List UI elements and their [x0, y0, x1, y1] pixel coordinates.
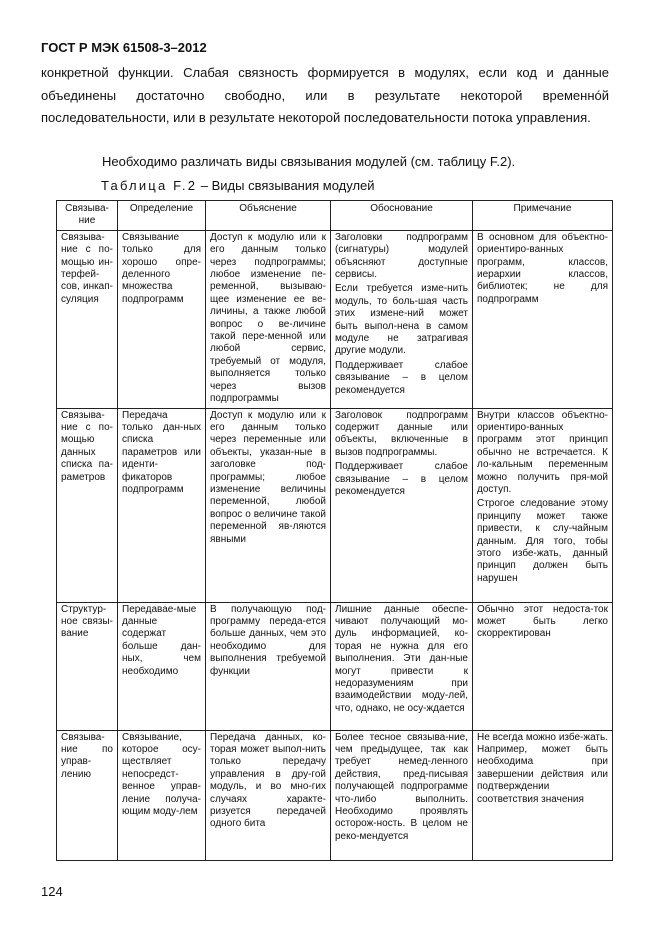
table-row	[57, 408, 613, 602]
cell-note: Не всегда можно избе-жать. Например, может быть необходима при завершении действия или подтверждении соответствия значения	[473, 730, 613, 860]
table-row	[57, 730, 613, 860]
table-caption-dash: –	[197, 178, 212, 193]
coupling-types-table	[56, 200, 613, 861]
table-row	[57, 602, 613, 730]
rationale-line: Лишние данные обеспе-чивают получающий мо-дуль информацией, ко-торая не нужна для его выполнения. Эти дан-ные могут привести к недоразумениям при взаимодействии моду-лей, что, однако, не осу-ждается	[335, 603, 468, 714]
cell-rationale	[331, 230, 473, 408]
rationale-line: Более тесное связыва-ние, чем предыдущее, так как требует немед-ленного действия, пред-писывая получающей подпрограмме что-либо выполнить. Необходимо проявлять осторож-ность. В целом не реко-мендуется	[335, 731, 468, 842]
table-caption-title: Виды связывания модулей	[211, 178, 375, 193]
cell-explanation: Доступ к модулю или к его данным только через переменные или объекты, указан-ные в заголовке под-программы; любое изменение величины переменной, любой вопрос о величине такой переменной яв-ляются явными	[206, 408, 331, 602]
table-header-row	[57, 201, 613, 231]
cell-definition: Передача только дан-ных списка параметров или иденти-фикаторов подпрограмм	[118, 408, 206, 602]
note-line: Внутри классов объектно-ориентиро-ванных программ этот принцип обычно не встречается. К ло-кальным переменным можно получить пря-мой доступ.	[477, 409, 608, 495]
rationale-line: Заголовок подпрограмм содержит данные или объекты, включенные в вызов подпрограммы.	[335, 409, 468, 458]
table-caption	[101, 176, 375, 196]
rationale-line: Заголовки подпрограмм (сигнатуры) модулей объясняют доступные сервисы.	[335, 231, 468, 281]
cell-definition: Передавае-мые данные содержат больше дан-ных, чем необходимо	[118, 602, 206, 730]
column-header-definition: Определение	[118, 201, 206, 231]
note-line: Строгое следование этому принципу может также привести, к слу-чайным данным. Для того, тобы этого избе-жать, данный принцип должен быть нарушен	[477, 498, 608, 584]
cell-definition: Связывание, которое осу-ществляет непосредст-венное управ-ление получа-ющим моду-лем	[118, 730, 206, 860]
document-header: ГОСТ Р МЭК 61508-3–2012	[41, 40, 207, 55]
rationale-line: Поддерживает слабое связывание – в целом рекомендуется	[335, 461, 468, 497]
cell-explanation: Доступ к модулю или к его данным только через подпрограммы; любое изменение пе-ременной, вызываю-щее изменение ее ве-личины, а также любой вопрос о ве-личине такой пере-менной или любой сервис, требуемый от модуля, выполняется только через вызов подпрограммы	[206, 230, 331, 408]
cell-type: Связыва-ние с по-мощью ин-терфей-сов, инкап-суляция	[57, 230, 118, 408]
column-header-rationale: Обоснование	[331, 201, 473, 231]
table-row	[57, 230, 613, 408]
body-paragraph-reference: Необходимо различать виды связывания модулей (см. таблицу F.2).	[102, 154, 516, 169]
column-header-explanation: Объяснение	[206, 201, 331, 231]
cell-note	[473, 408, 613, 602]
page-number: 124	[41, 884, 63, 899]
rationale-line: Если требуется изме-нить модуль, то боль-шая часть этих измене-ний может быть выпол-нена в самом модуле не затрагивая другие модули.	[335, 283, 468, 357]
rationale-line: Поддерживает слабое связывание – в целом рекомендуется	[335, 359, 468, 396]
cell-type: Связыва-ние с по-мощью данных списка па-раметров	[57, 408, 118, 602]
cell-note: В основном для объектно-ориентиро-ванных программ, классов, иерархии классов, библиотек; не для подпрограмм	[473, 230, 613, 408]
cell-explanation: В получающую под-программу переда-ется больше данных, чем это необходимо для выполнения требуемой функции	[206, 602, 331, 730]
cell-rationale	[331, 730, 473, 860]
cell-note: Обычно этот недоста-ток может быть легко скорректирован	[473, 602, 613, 730]
column-header-type: Связыва-ние	[57, 201, 118, 231]
column-header-note: Примечание	[473, 201, 613, 231]
body-paragraph: конкретной функции. Слабая связность формируется в модулях, если код и данные объединены достаточно свободно, или в результате некоторой временнóй последовательности, или в результате некоторой последовательности потока управления.	[41, 65, 609, 125]
table-caption-number: Таблица F.2	[101, 178, 198, 193]
cell-definition: Связывание только для хорошо опре-деленного множества подпрограмм	[118, 230, 206, 408]
cell-type: Структур-ное связы-вание	[57, 602, 118, 730]
cell-explanation: Передача данных, ко-торая может выпол-нить только передачу управления в дру-гой модуль, и во мно-гих случаях характе-ризуется передачей одного бита	[206, 730, 331, 860]
cell-rationale	[331, 602, 473, 730]
cell-type: Связыва-ние по управ-лению	[57, 730, 118, 860]
cell-rationale	[331, 408, 473, 602]
